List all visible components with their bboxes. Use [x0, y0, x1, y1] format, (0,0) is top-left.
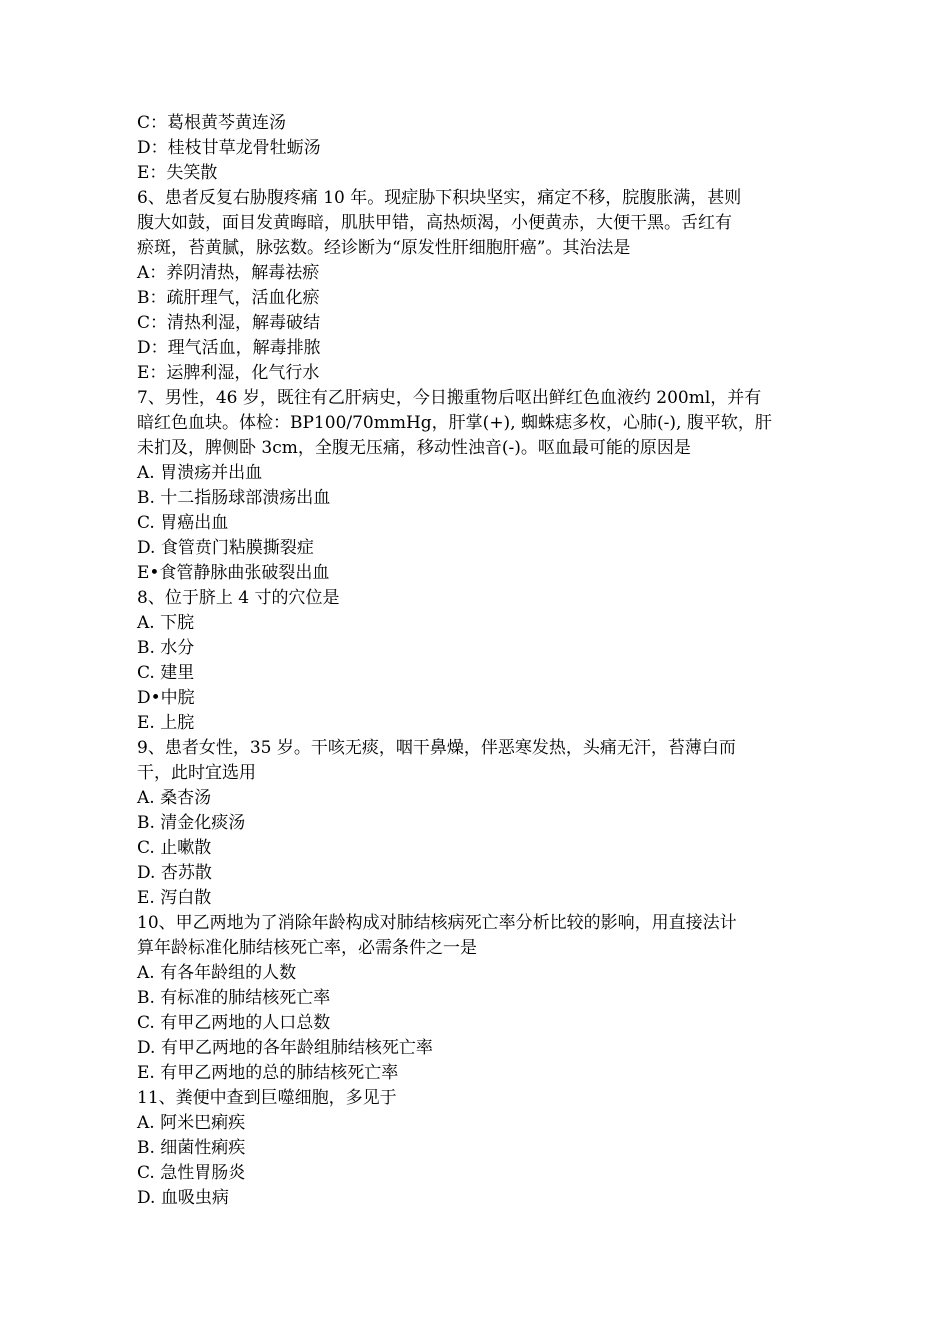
option-line: D：理气活血，解毒排脓	[137, 338, 321, 358]
option-line: D. 血吸虫病	[137, 1188, 229, 1208]
option-line: B. 清金化痰汤	[137, 813, 246, 833]
question-line: 6、患者反复右胁腹疼痛 10 年。现症胁下积块坚实，痛定不移，脘腹胀满，甚则	[137, 188, 742, 208]
question-line: 瘀斑，苔黄腻，脉弦数。经诊断为“原发性肝细胞肝癌”。其治法是	[137, 238, 631, 258]
option-line: B. 细菌性痢疾	[137, 1138, 246, 1158]
option-line: A. 有各年龄组的人数	[137, 963, 297, 983]
option-line: E. 泻白散	[137, 888, 212, 908]
question-line: 8、位于脐上 4 寸的穴位是	[137, 588, 340, 608]
text-line: C：葛根黄芩黄连汤	[137, 113, 287, 133]
document-page	[137, 111, 817, 1211]
text-line: E：失笑散	[137, 163, 218, 183]
option-line: A. 阿米巴痢疾	[137, 1113, 246, 1133]
option-line: C：清热利湿，解毒破结	[137, 313, 321, 333]
option-line: C. 止嗽散	[137, 838, 212, 858]
option-line: D. 杏苏散	[137, 863, 212, 883]
option-line: E•食管静脉曲张破裂出血	[137, 563, 330, 583]
option-line: C. 胃癌出血	[137, 513, 229, 533]
question-line: 未扪及，脾侧卧 3cm，全腹无压痛，移动性浊音(-)。呕血最可能的原因是	[137, 438, 691, 458]
option-line: C. 急性胃肠炎	[137, 1163, 246, 1183]
question-line: 7、男性，46 岁，既往有乙肝病史，今日搬重物后呕出鲜红色血液约 200ml，并有	[137, 388, 762, 408]
question-line: 9、患者女性，35 岁。干咳无痰，咽干鼻燥，伴恶寒发热，头痛无汗，苔薄白而	[137, 738, 736, 758]
option-line: E. 上脘	[137, 713, 195, 733]
option-line: B. 水分	[137, 638, 195, 658]
option-line: B：疏肝理气，活血化瘀	[137, 288, 320, 308]
question-line: 腹大如鼓，面目发黄晦暗，肌肤甲错，高热烦渴，小便黄赤，大便干黑。舌红有	[137, 213, 732, 233]
text-line: D：桂枝甘草龙骨牡蛎汤	[137, 138, 321, 158]
option-line: A. 桑杏汤	[137, 788, 212, 808]
option-line: D. 食管贲门粘膜撕裂症	[137, 538, 314, 558]
option-line: A. 胃溃疡并出血	[137, 463, 263, 483]
option-line: C. 有甲乙两地的人口总数	[137, 1013, 331, 1033]
option-line: E：运脾利湿，化气行水	[137, 363, 320, 383]
question-line: 暗红色血块。体检：BP100/70mmHg，肝掌(+), 蜘蛛痣多枚，心肺(-), 腹平软，肝	[137, 413, 772, 433]
option-line: E. 有甲乙两地的总的肺结核死亡率	[137, 1063, 399, 1083]
option-line: B. 十二指肠球部溃疡出血	[137, 488, 331, 508]
option-line: A. 下脘	[137, 613, 195, 633]
option-line: C. 建里	[137, 663, 195, 683]
question-line: 算年龄标准化肺结核死亡率，必需条件之一是	[137, 938, 477, 958]
question-line: 11、粪便中查到巨噬细胞，多见于	[137, 1088, 397, 1108]
option-line: D. 有甲乙两地的各年龄组肺结核死亡率	[137, 1038, 433, 1058]
option-line: D•中脘	[137, 688, 195, 708]
question-line: 10、甲乙两地为了消除年龄构成对肺结核病死亡率分析比较的影响，用直接法计	[137, 913, 737, 933]
option-line: A：养阴清热，解毒祛瘀	[137, 263, 320, 283]
option-line: B. 有标准的肺结核死亡率	[137, 988, 331, 1008]
question-line: 干，此时宜选用	[137, 763, 256, 783]
